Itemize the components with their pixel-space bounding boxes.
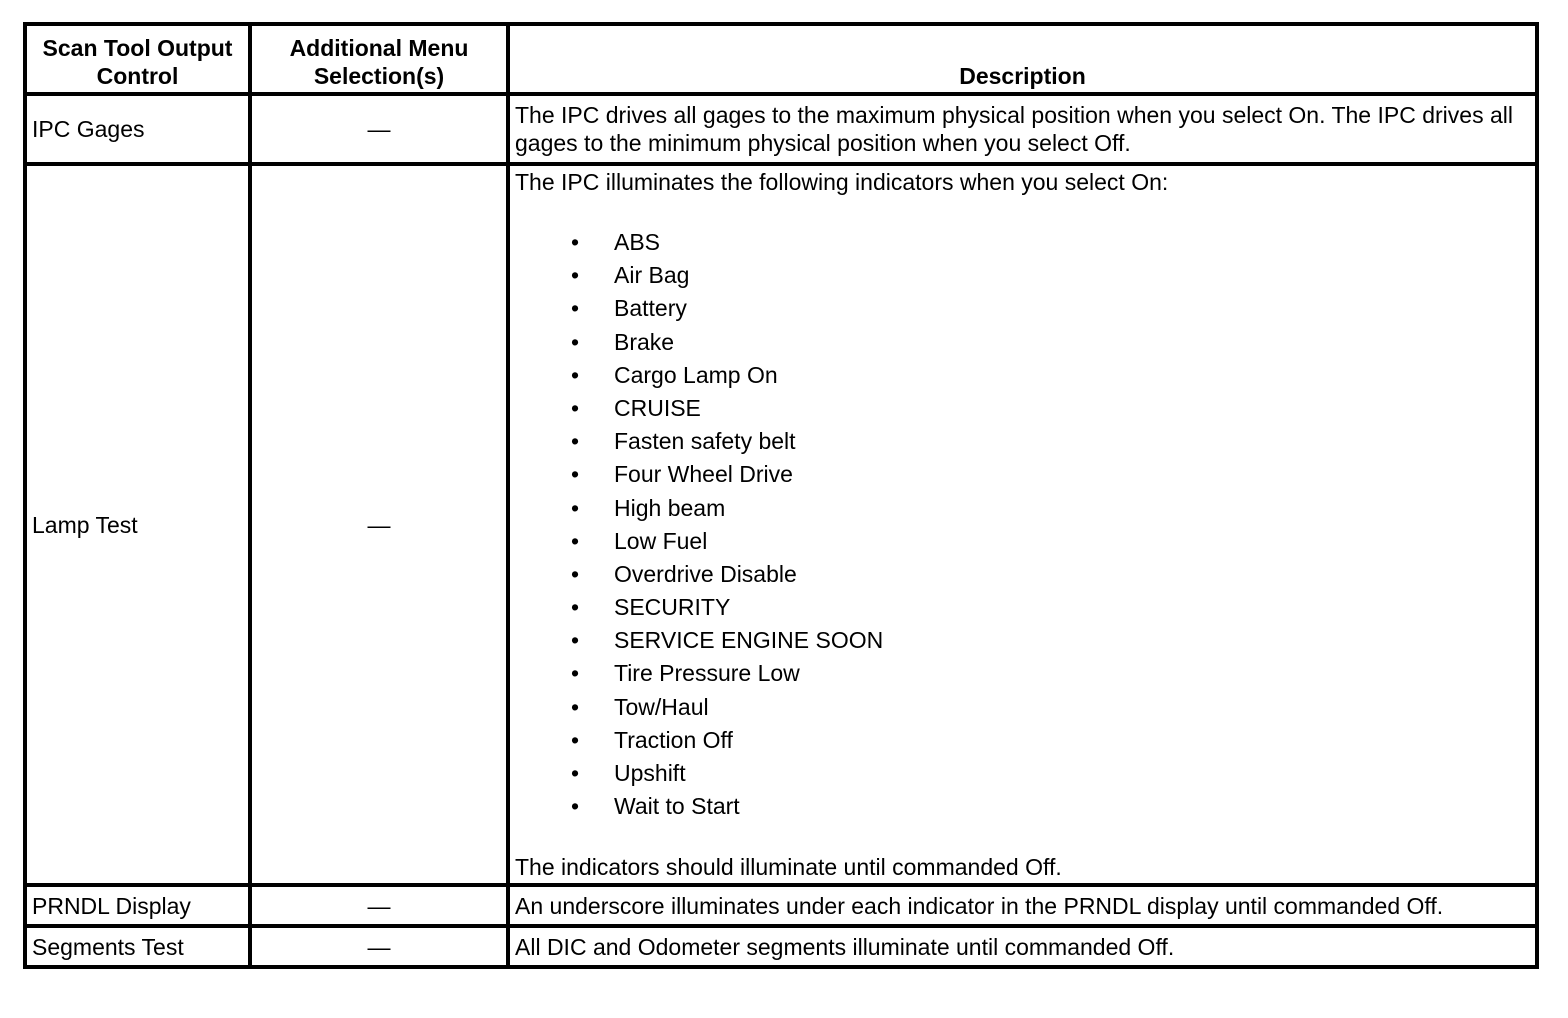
bullet-icon: • (570, 560, 580, 587)
description-cell-ipc-gages: The IPC drives all gages to the maximum physical position when you select On. The IPC drives all gages to the minimum physical position when you select Off. (508, 94, 1537, 164)
bullet-icon: • (570, 394, 580, 421)
indicator-label: ABS (614, 229, 661, 255)
indicator-label: SERVICE ENGINE SOON (614, 627, 884, 654)
menu-cell-ipc-gages: — (250, 94, 508, 164)
output-control-table (23, 22, 1539, 969)
indicator-list-item (515, 691, 1530, 724)
indicator-label: Wait to Start (614, 793, 740, 820)
header-row (25, 24, 1537, 94)
indicator-list-item (515, 425, 1530, 458)
bullet-icon: • (570, 361, 580, 388)
control-cell-prndl-display: PRNDL Display (25, 885, 250, 926)
indicator-list-item (515, 259, 1530, 292)
control-cell-lamp-test: Lamp Test (25, 164, 250, 885)
indicator-list-item (515, 558, 1530, 591)
indicator-list-item (515, 326, 1530, 359)
menu-cell-prndl-display: — (250, 885, 508, 926)
indicator-list-item (515, 624, 1530, 657)
indicator-label: Four Wheel Drive (614, 461, 793, 488)
table-row-ipc-gages (25, 94, 1537, 164)
bullet-icon: • (570, 461, 580, 488)
bullet-icon: • (570, 527, 580, 554)
header-additional-menu-selections: Additional Menu Selection(s) (250, 24, 508, 94)
indicator-list-item (515, 591, 1530, 624)
indicator-list-item (515, 359, 1530, 392)
bullet-icon: • (570, 428, 580, 455)
indicator-list-item (515, 392, 1530, 425)
lamp-test-outro: The indicators should illuminate until commanded Off. (515, 854, 1062, 881)
indicator-list-item (515, 757, 1530, 790)
indicator-label: Tire Pressure Low (614, 660, 800, 687)
bullet-icon: • (570, 660, 580, 687)
indicator-label: CRUISE (614, 394, 701, 421)
bullet-icon: • (570, 627, 580, 654)
indicator-label: Traction Off (614, 726, 733, 753)
control-cell-ipc-gages: IPC Gages (25, 94, 250, 164)
indicator-label: Cargo Lamp On (614, 361, 778, 388)
menu-cell-lamp-test: — (250, 164, 508, 885)
indicator-label: Low Fuel (614, 527, 708, 554)
table-row-prndl-display (25, 885, 1537, 926)
indicator-label: Brake (614, 328, 675, 355)
bullet-icon: • (570, 494, 580, 521)
indicator-list-item (515, 724, 1530, 757)
bullet-icon: • (570, 295, 580, 322)
bullet-icon: • (570, 726, 580, 753)
indicator-label: SECURITY (614, 594, 731, 621)
indicator-label: Air Bag (614, 262, 690, 289)
bullet-icon: • (570, 760, 580, 786)
lamp-test-intro: The IPC illuminates the following indicators when you select On: (515, 169, 1169, 195)
indicator-list-item (515, 226, 1530, 259)
indicator-list-item (515, 657, 1530, 690)
indicator-label: High beam (614, 494, 726, 521)
table-row-segments-test (25, 926, 1537, 967)
indicator-label: Tow/Haul (614, 693, 709, 720)
indicator-label: Upshift (614, 760, 686, 786)
description-cell-prndl-display: An underscore illuminates under each indicator in the PRNDL display until commanded Off. (508, 885, 1537, 926)
indicator-label: Overdrive Disable (614, 560, 797, 587)
description-cell-lamp-test (508, 164, 1537, 885)
bullet-icon: • (570, 594, 580, 621)
indicator-list (515, 226, 1530, 823)
indicator-label: Fasten safety belt (614, 428, 796, 455)
bullet-icon: • (570, 328, 580, 355)
bullet-icon: • (570, 693, 580, 720)
indicator-label: Battery (614, 295, 687, 322)
bullet-icon: • (570, 262, 580, 289)
menu-cell-segments-test: — (250, 926, 508, 967)
indicator-list-item (515, 525, 1530, 558)
indicator-list-item (515, 292, 1530, 325)
table-row-lamp-test (25, 164, 1537, 885)
bullet-icon: • (570, 229, 580, 255)
header-scan-tool-output-control: Scan Tool Output Control (25, 24, 250, 94)
description-cell-segments-test: All DIC and Odometer segments illuminate until commanded Off. (508, 926, 1537, 967)
control-cell-segments-test: Segments Test (25, 926, 250, 967)
bullet-icon: • (570, 793, 580, 820)
indicator-list-item (515, 492, 1530, 525)
indicator-list-item (515, 790, 1530, 823)
header-description: Description (508, 24, 1537, 94)
indicator-list-item (515, 458, 1530, 491)
